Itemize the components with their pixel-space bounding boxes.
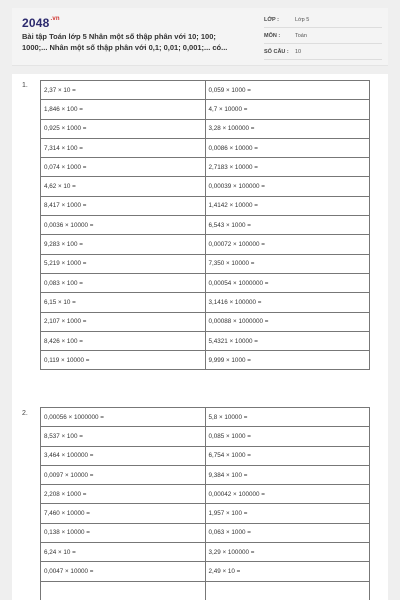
exercise-cell: 0,085 × 1000 = — [205, 427, 370, 446]
exercise-cell: 0,063 × 1000 = — [205, 523, 370, 542]
exercise-cell: 5,8 × 10000 = — [205, 408, 370, 427]
exercise-cell: 5,4321 × 10000 = — [205, 331, 370, 350]
brand-name: 2048 — [22, 16, 50, 30]
exercise-cell: 0,059 × 1000 = — [205, 81, 370, 100]
exercise-cell: 0,0086 × 10000 = — [205, 138, 370, 157]
info-value: 10 — [295, 49, 302, 55]
table-row — [41, 312, 370, 331]
info-label: MÔN : — [264, 33, 281, 39]
exercise-cell: 2,208 × 1000 = — [41, 485, 206, 504]
table-row — [41, 543, 370, 562]
info-value: Lớp 5 — [295, 17, 310, 23]
table-row — [41, 331, 370, 350]
exercise-cell: 3,464 × 100000 = — [41, 446, 206, 465]
table-row — [41, 138, 370, 157]
exercise-cell: 0,00072 × 100000 = — [205, 235, 370, 254]
exercise-cell: 2,7183 × 10000 = — [205, 158, 370, 177]
info-row-grade — [264, 14, 382, 28]
exercise-cell: 2,49 × 10 = — [205, 562, 370, 581]
table-row — [41, 562, 370, 581]
table-row — [41, 465, 370, 484]
exercise-cell: 0,00088 × 1000000 = — [205, 312, 370, 331]
table-row — [41, 100, 370, 119]
info-label: SỐ CÂU : — [264, 49, 289, 55]
info-label: LỚP : — [264, 17, 279, 23]
table-row — [41, 446, 370, 465]
info-value: Toán — [295, 33, 307, 39]
exercise-cell: 2,107 × 1000 = — [41, 312, 206, 331]
brand-logo[interactable] — [22, 16, 60, 30]
exercise-cell: 9,384 × 100 = — [205, 465, 370, 484]
exercise-table-1 — [40, 80, 370, 370]
exercise-cell: 0,083 × 100 = — [41, 273, 206, 292]
table-row — [41, 119, 370, 138]
exercise-cell: 8,426 × 100 = — [41, 331, 206, 350]
table-row — [41, 273, 370, 292]
exercise-cell: 0,138 × 10000 = — [41, 523, 206, 542]
exercise-cell: 1,957 × 100 = — [205, 504, 370, 523]
exercise-cell: 0,0036 × 10000 = — [41, 216, 206, 235]
exercise-cell: 0,119 × 10000 = — [41, 351, 206, 370]
table-row — [41, 177, 370, 196]
brand-tld: .vn — [50, 16, 60, 22]
exercise-cell: 0,0047 × 10000 = — [41, 562, 206, 581]
table-row — [41, 523, 370, 542]
table-row — [41, 504, 370, 523]
worksheet-title: Bài tập Toán lớp 5 Nhân một số thập phân với 10; 100; 1000;... Nhân một số thập phân với 0,1; 0,01; 0,001;... có... — [22, 32, 228, 52]
exercise-cell: 6,24 × 10 = — [41, 543, 206, 562]
exercise-cell: 6,754 × 1000 = — [205, 446, 370, 465]
exercise-cell: 2,37 × 10 = — [41, 81, 206, 100]
table-row — [41, 351, 370, 370]
exercise-cell: 1,4142 × 10000 = — [205, 196, 370, 215]
info-row-question-count — [264, 46, 382, 60]
exercise-cell: 9,283 × 100 = — [41, 235, 206, 254]
worksheet-header — [12, 8, 388, 66]
exercise-cell: 8,417 × 1000 = — [41, 196, 206, 215]
section-number: 1. — [22, 82, 28, 89]
table-row — [41, 81, 370, 100]
info-row-subject — [264, 30, 382, 44]
exercise-cell: 0,0097 × 10000 = — [41, 465, 206, 484]
table-row — [41, 485, 370, 504]
exercise-cell: 3,28 × 100000 = — [205, 119, 370, 138]
exercise-cell: 9,999 × 1000 = — [205, 351, 370, 370]
table-row — [41, 196, 370, 215]
exercise-cell: 0,00054 × 1000000 = — [205, 273, 370, 292]
table-row — [41, 254, 370, 273]
table-row — [41, 581, 370, 600]
table-row — [41, 235, 370, 254]
exercise-cell: 0,925 × 1000 = — [41, 119, 206, 138]
table-row — [41, 158, 370, 177]
table-row — [41, 293, 370, 312]
exercise-table-2 — [40, 407, 370, 600]
exercise-cell: 8,537 × 100 = — [41, 427, 206, 446]
exercise-cell: 1,846 × 100 = — [41, 100, 206, 119]
exercise-cell: 0,074 × 1000 = — [41, 158, 206, 177]
worksheet-sheet — [12, 74, 388, 600]
table-row — [41, 216, 370, 235]
table-row — [41, 427, 370, 446]
exercise-cell: 0,00039 × 100000 = — [205, 177, 370, 196]
exercise-cell: 7,314 × 100 = — [41, 138, 206, 157]
exercise-cell: 4,7 × 10000 = — [205, 100, 370, 119]
exercise-cell: 4,62 × 10 = — [41, 177, 206, 196]
exercise-cell: 7,460 × 10000 = — [41, 504, 206, 523]
exercise-cell — [205, 581, 370, 600]
exercise-cell — [41, 581, 206, 600]
exercise-cell: 0,00042 × 100000 = — [205, 485, 370, 504]
exercise-cell: 5,219 × 1000 = — [41, 254, 206, 273]
exercise-cell: 7,350 × 10000 = — [205, 254, 370, 273]
table-row — [41, 408, 370, 427]
exercise-cell: 6,15 × 10 = — [41, 293, 206, 312]
exercise-cell: 3,1416 × 100000 = — [205, 293, 370, 312]
section-number: 2. — [22, 410, 28, 417]
exercise-cell: 6,543 × 1000 = — [205, 216, 370, 235]
exercise-cell: 3,29 × 100000 = — [205, 543, 370, 562]
exercise-cell: 0,00056 × 1000000 = — [41, 408, 206, 427]
